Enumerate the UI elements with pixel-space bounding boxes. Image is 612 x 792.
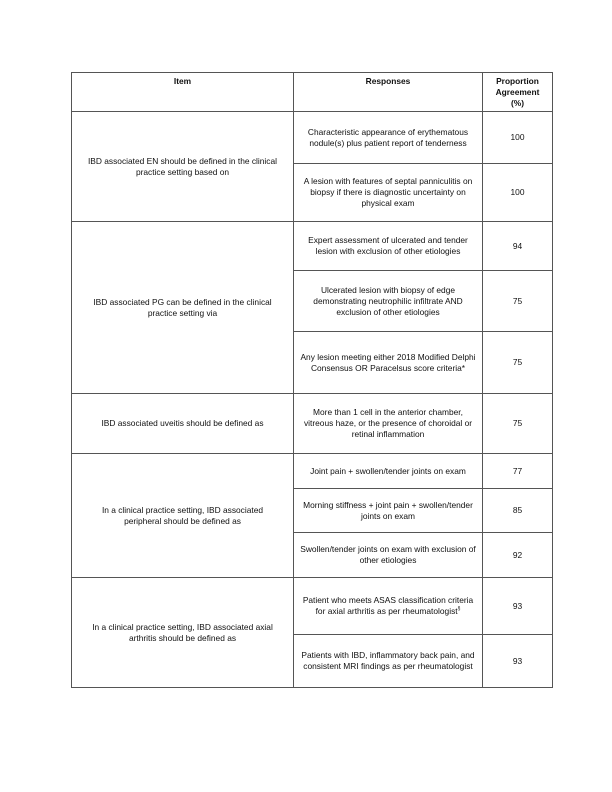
table-row [72,394,553,454]
response-text: Morning stiffness + joint pain + swollen/tender joints on exam [303,499,473,521]
response-cell [294,454,483,489]
item-cell: IBD associated EN should be defined in the clinical practice setting based on [72,112,294,222]
proportion-cell: 93 [483,635,553,688]
consensus-table [71,72,553,688]
response-cell [294,271,483,332]
response-cell [294,332,483,394]
response-cell [294,394,483,454]
item-cell: IBD associated uveitis should be defined as [72,394,294,454]
response-text: Any lesion meeting either 2018 Modified Delphi Consensus OR Paracelsus score criteria* [300,351,476,373]
response-cell [294,112,483,164]
table-row [72,222,553,271]
header-row [72,73,553,112]
response-text: Expert assessment of ulcerated and tender lesion with exclusion of other etiologies [308,235,468,256]
response-cell [294,222,483,271]
proportion-cell: 75 [483,332,553,394]
footnote-marker: § [457,606,461,613]
table-row [72,578,553,635]
response-text: Swollen/tender joints on exam with exclusion of other etiologies [300,544,476,565]
response-text: More than 1 cell in the anterior chamber, vitreous haze, or the presence of choroidal or retinal inflammation [303,407,473,439]
table-row [72,454,553,489]
response-text: Characteristic appearance of erythematous nodule(s) plus patient report of tenderness [307,126,469,148]
item-cell: IBD associated PG can be defined in the clinical practice setting via [72,222,294,394]
proportion-cell: 94 [483,222,553,271]
header-proportion: Proportion Agreement (%) [483,73,553,112]
item-cell: In a clinical practice setting, IBD associated axial arthritis should be defined as [72,578,294,688]
response-text: A lesion with features of septal panniculitis on biopsy if there is diagnostic uncertainty on physical exam [303,176,473,208]
proportion-cell: 75 [483,271,553,332]
header-responses: Responses [294,73,483,112]
response-text: Ulcerated lesion with biopsy of edge demonstrating neutrophilic infiltrate AND exclusion of other etiologies [313,284,463,317]
proportion-cell: 93 [483,578,553,635]
proportion-cell: 85 [483,489,553,533]
response-cell [294,635,483,688]
response-text: Joint pain + swollen/tender joints on exam [310,465,466,476]
response-cell [294,533,483,578]
proportion-cell: 75 [483,394,553,454]
header-item: Item [72,73,294,112]
response-cell [294,164,483,222]
response-text: Patient who meets ASAS classification criteria for axial arthritis as per rheumatologist [302,595,474,616]
response-text: Patients with IBD, inflammatory back pain, and consistent MRI findings as per rheumatologist [301,650,475,671]
proportion-cell: 92 [483,533,553,578]
proportion-cell: 77 [483,454,553,489]
table-row [72,112,553,164]
response-cell [294,489,483,533]
item-cell: In a clinical practice setting, IBD associated peripheral should be defined as [72,454,294,578]
response-cell [294,578,483,635]
table-body [72,112,553,688]
proportion-cell: 100 [483,112,553,164]
proportion-cell: 100 [483,164,553,222]
